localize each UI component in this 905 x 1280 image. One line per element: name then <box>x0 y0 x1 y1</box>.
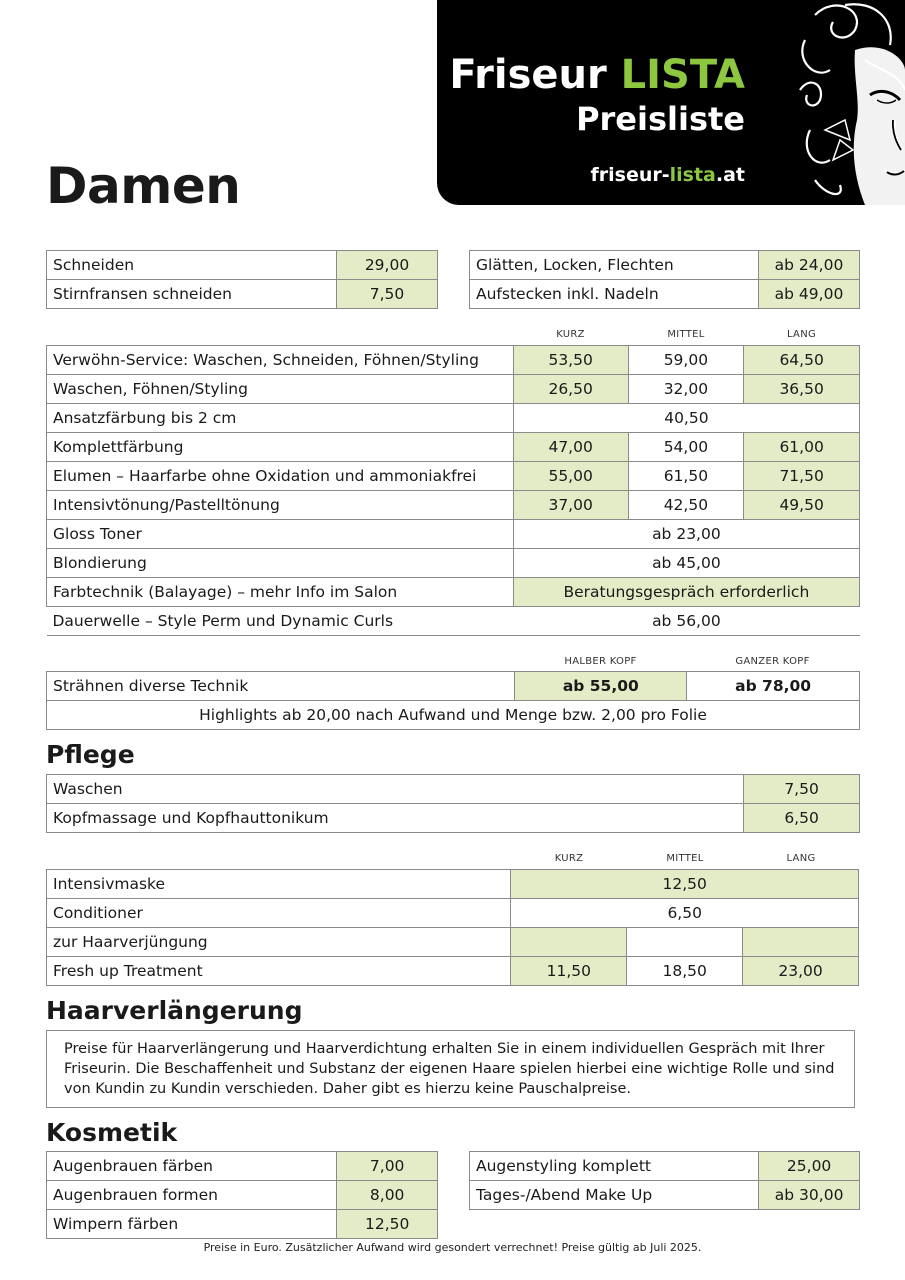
service-name: Augenstyling komplett <box>470 1152 759 1181</box>
table-row <box>47 607 860 636</box>
highlights-note: Highlights ab 20,00 nach Aufwand und Menge bzw. 2,00 pro Folie <box>47 701 860 730</box>
table-row <box>47 701 860 730</box>
service-name: zur Haarverjüngung <box>47 928 511 957</box>
table-row <box>47 804 860 833</box>
column-header-kurz: KURZ <box>554 853 584 864</box>
price-kurz <box>511 928 627 957</box>
price-kurz: 53,50 <box>513 346 628 375</box>
strahnen-table <box>46 671 860 730</box>
price: 29,00 <box>337 251 438 280</box>
price-kurz: 47,00 <box>513 433 628 462</box>
price-mittel: 18,50 <box>627 957 743 986</box>
price: ab 49,00 <box>759 280 860 309</box>
service-name: Verwöhn-Service: Waschen, Schneiden, Föhnen/Styling <box>47 346 514 375</box>
service-name: Aufstecken inkl. Nadeln <box>470 280 759 309</box>
price: 6,50 <box>744 804 860 833</box>
service-name: Intensivmaske <box>47 870 511 899</box>
price-mittel: 59,00 <box>628 346 744 375</box>
price: 7,50 <box>337 280 438 309</box>
service-name: Gloss Toner <box>47 520 514 549</box>
price: ab 23,00 <box>513 520 859 549</box>
service-name: Augenbrauen färben <box>47 1152 337 1181</box>
service-name: Fresh up Treatment <box>47 957 511 986</box>
woman-face-illustration-icon <box>795 0 905 205</box>
price-mittel: 42,50 <box>628 491 744 520</box>
price-lang <box>743 928 859 957</box>
service-name: Ansatzfärbung bis 2 cm <box>47 404 514 433</box>
column-header-kurz: KURZ <box>556 329 585 340</box>
table-row <box>47 775 860 804</box>
price-mittel: 54,00 <box>628 433 744 462</box>
price-lang: 64,50 <box>744 346 860 375</box>
service-name: Komplettfärbung <box>47 433 514 462</box>
service-name: Schneiden <box>47 251 337 280</box>
table-row <box>47 462 860 491</box>
table-row <box>47 549 860 578</box>
table-row <box>470 1152 860 1181</box>
damen-basic-table-left <box>46 250 438 309</box>
column-header-halber-kopf: HALBER KOPF <box>564 656 637 667</box>
service-name: Glätten, Locken, Flechten <box>470 251 759 280</box>
price-kurz: 37,00 <box>513 491 628 520</box>
price: 7,00 <box>337 1152 438 1181</box>
service-name: Elumen – Haarfarbe ohne Oxidation und ammoniakfrei <box>47 462 514 491</box>
service-name: Stirnfransen schneiden <box>47 280 337 309</box>
price-mittel <box>627 928 743 957</box>
header-banner <box>437 0 905 205</box>
section-title-damen: Damen <box>46 157 241 215</box>
table-row <box>47 280 438 309</box>
pflege-treatment-table <box>46 869 859 986</box>
table-row <box>47 899 859 928</box>
price-lang: 23,00 <box>743 957 859 986</box>
table-row <box>47 578 860 607</box>
price: ab 56,00 <box>513 607 859 636</box>
price: 12,50 <box>511 870 859 899</box>
table-row <box>47 433 860 462</box>
table-row <box>47 1152 438 1181</box>
price: ab 45,00 <box>513 549 859 578</box>
haarverlaengerung-note <box>46 1030 855 1108</box>
table-row <box>47 375 860 404</box>
service-name: Augenbrauen formen <box>47 1181 337 1210</box>
service-name: Kopfmassage und Kopfhauttonikum <box>47 804 744 833</box>
price-lang: 49,50 <box>744 491 860 520</box>
price: ab 30,00 <box>759 1181 860 1210</box>
service-name: Wimpern färben <box>47 1210 337 1239</box>
price-lang: 61,00 <box>744 433 860 462</box>
brand-subtitle: Preisliste <box>576 100 745 138</box>
column-header-mittel: MITTEL <box>667 329 705 340</box>
price: 12,50 <box>337 1210 438 1239</box>
table-row <box>470 1181 860 1210</box>
price-kurz: 11,50 <box>511 957 627 986</box>
service-name: Conditioner <box>47 899 511 928</box>
kosmetik-table-right <box>469 1151 860 1210</box>
note-text: Preise für Haarverlängerung und Haarverdichtung erhalten Sie in einem individuellen Gespräch mit Ihrer Friseurin. Die Beschaffenheit und Substanz der eigenen Haare spielen hierbei eine wichtige Rolle und sind von Kundin zu Kundin verschieden. Daher gibt es hierzu keine Pauschalpreise. <box>64 1041 835 1097</box>
price: 25,00 <box>759 1152 860 1181</box>
website-url[interactable]: friseur-lista.at <box>590 164 745 186</box>
table-row <box>47 672 860 701</box>
damen-basic-table-right <box>469 250 860 309</box>
price: Beratungsgespräch erforderlich <box>513 578 859 607</box>
price-ganzer-kopf: ab 78,00 <box>687 672 860 701</box>
service-name: Tages-/Abend Make Up <box>470 1181 759 1210</box>
section-title-haarverlaengerung: Haarverlängerung <box>46 996 303 1025</box>
service-name: Farbtechnik (Balayage) – mehr Info im Salon <box>47 578 514 607</box>
service-name: Waschen, Föhnen/Styling <box>47 375 514 404</box>
price: ab 24,00 <box>759 251 860 280</box>
table-row <box>47 520 860 549</box>
table-row <box>47 1181 438 1210</box>
price: 8,00 <box>337 1181 438 1210</box>
column-header-mittel: MITTEL <box>666 853 704 864</box>
price-kurz: 55,00 <box>513 462 628 491</box>
table-row <box>47 491 860 520</box>
footer-note: Preise in Euro. Zusätzlicher Aufwand wird gesondert verrechnet! Preise gültig ab Juli 2025. <box>203 1241 702 1254</box>
service-name: Strähnen diverse Technik <box>47 672 515 701</box>
pflege-table <box>46 774 860 833</box>
price: 7,50 <box>744 775 860 804</box>
column-header-lang: LANG <box>786 853 816 864</box>
price-mittel: 61,50 <box>628 462 744 491</box>
table-row <box>47 1210 438 1239</box>
table-row <box>47 928 859 957</box>
column-header-ganzer-kopf: GANZER KOPF <box>735 656 810 667</box>
service-name: Waschen <box>47 775 744 804</box>
column-header-lang: LANG <box>786 329 817 340</box>
price-lang: 36,50 <box>744 375 860 404</box>
service-name: Intensivtönung/Pastelltönung <box>47 491 514 520</box>
service-name: Dauerwelle – Style Perm und Dynamic Curls <box>47 607 514 636</box>
table-row <box>470 280 860 309</box>
table-row <box>47 346 860 375</box>
table-row <box>47 957 859 986</box>
table-row <box>47 251 438 280</box>
price: 40,50 <box>513 404 859 433</box>
table-row <box>47 404 860 433</box>
kosmetik-table-left <box>46 1151 438 1239</box>
section-title-kosmetik: Kosmetik <box>46 1118 178 1147</box>
damen-price-table <box>46 345 860 636</box>
price-kurz: 26,50 <box>513 375 628 404</box>
price-halber-kopf: ab 55,00 <box>515 672 687 701</box>
price: 6,50 <box>511 899 859 928</box>
table-row <box>47 870 859 899</box>
table-row <box>470 251 860 280</box>
service-name: Blondierung <box>47 549 514 578</box>
price-mittel: 32,00 <box>628 375 744 404</box>
section-title-pflege: Pflege <box>46 740 135 769</box>
price-lang: 71,50 <box>744 462 860 491</box>
brand-title: Friseur LISTA <box>449 52 745 98</box>
